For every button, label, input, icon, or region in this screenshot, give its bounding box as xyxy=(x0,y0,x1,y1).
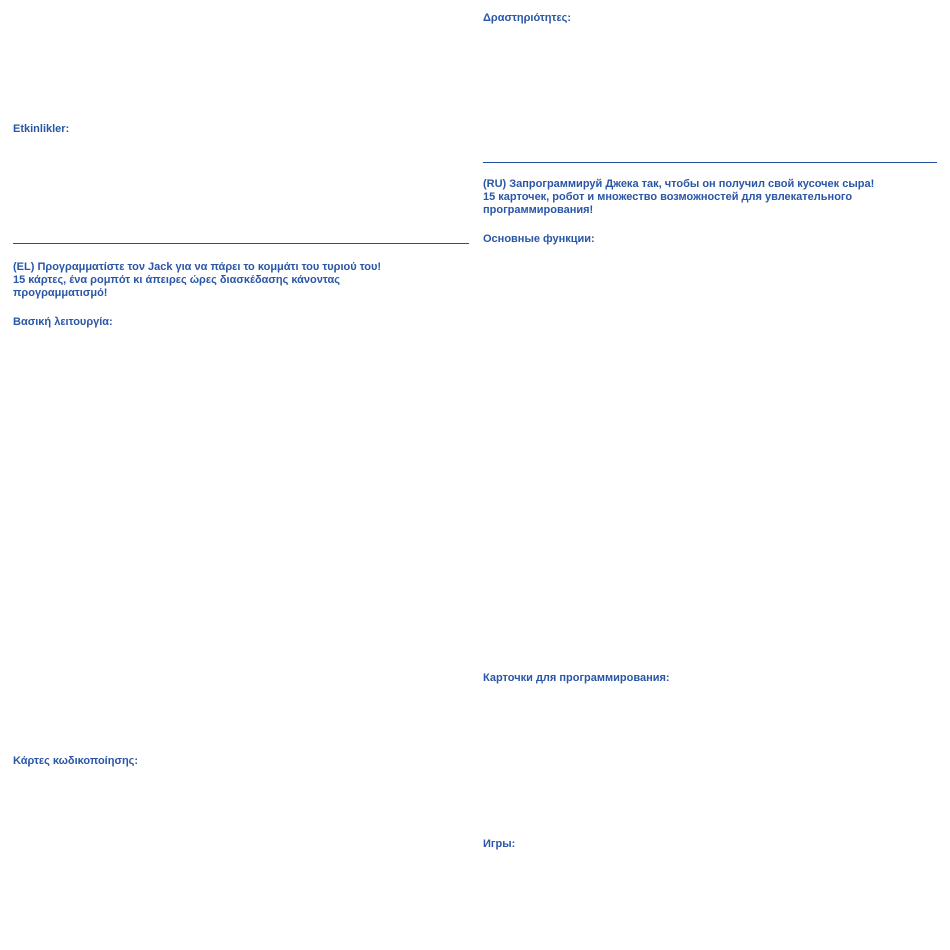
el-coding-cards-heading: Κάρτες κωδικοποίησης: xyxy=(13,755,139,767)
left-section-divider xyxy=(13,243,469,244)
ru-intro-text: (RU) Запрограммируй Джека так, чтобы он получил свой кусочек сыра! 15 карточек, робот и множество возможностей для увлекательного программирования! xyxy=(483,178,875,216)
ru-programming-cards-heading: Карточки для программирования: xyxy=(483,672,670,684)
el-intro-text: (EL) Προγραμματίστε τον Jack για να πάρει το κομμάτι του τυριού του! 15 κάρτες, ένα ρομπότ κι άπειρες ώρες διασκέδασης κάνοντας προγραμματισμό! xyxy=(13,261,382,299)
tr-activities-heading: Etkinlikler: xyxy=(13,123,70,135)
el-basic-function-heading: Βασική λειτουργία: xyxy=(13,316,113,328)
ru-games-heading: Игры: xyxy=(483,838,516,850)
ru-basic-functions-heading: Основные функции: xyxy=(483,233,595,245)
el-activities-heading: Δραστηριότητες: xyxy=(483,12,572,24)
right-section-divider xyxy=(483,162,937,163)
